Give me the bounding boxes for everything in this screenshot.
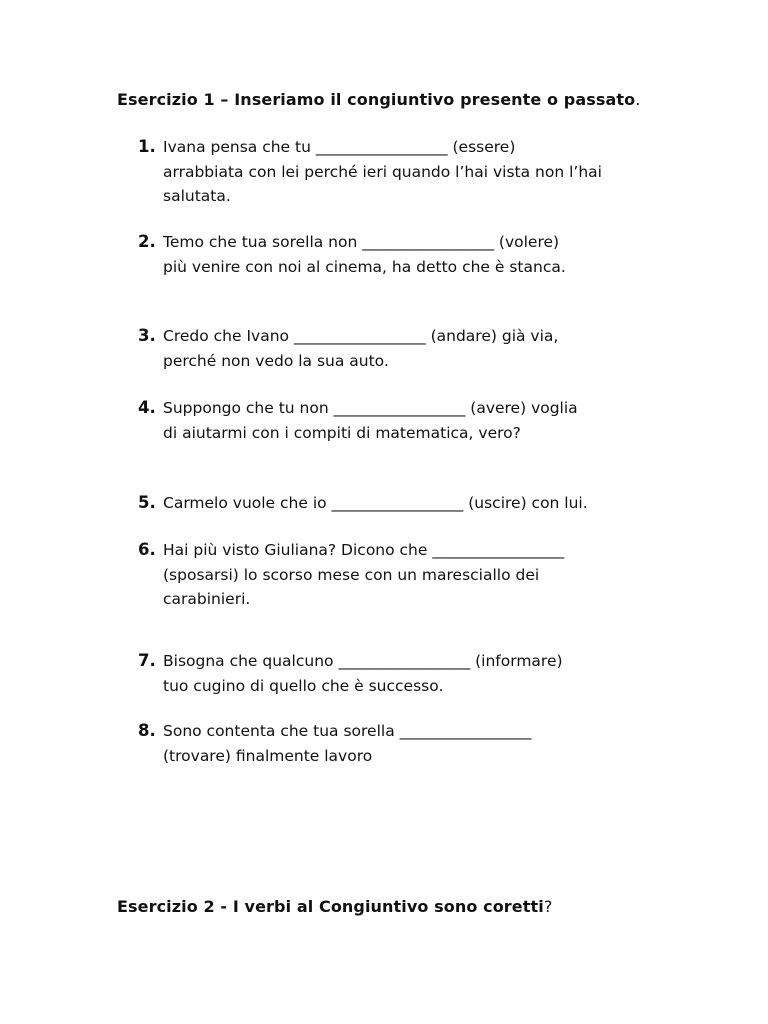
item-number: 1. [138,137,156,156]
item-line: carabinieri. [163,590,251,608]
item-number: 2. [138,232,156,251]
item-line: Temo che tua sorella non _________________ (volere) [163,233,560,251]
item-line: più venire con noi al cinema, ha detto che è stanca. [163,257,566,276]
exercise-item-6 [138,538,698,612]
item-line: (trovare) finalmente lavoro [163,746,373,765]
item-line: perché non vedo la sua auto. [163,351,389,370]
item-number: 8. [138,721,156,740]
exercise-item-3 [138,324,698,373]
item-number: 4. [138,398,156,417]
exercise-item-4 [138,396,698,445]
item-number: 5. [138,493,156,512]
item-line: (sposarsi) lo scorso mese con un maresciallo dei [163,565,540,584]
item-line: salutata. [163,187,231,205]
item-number: 7. [138,651,156,670]
item-line: tuo cugino di quello che è successo. [163,676,444,695]
item-line: di aiutarmi con i compiti di matematica, vero? [163,423,521,442]
exercise-2-title-text: Esercizio 2 - I verbi al Congiuntivo sono coretti [117,897,544,916]
exercise-item-1 [138,135,698,209]
item-number: 6. [138,540,156,559]
exercise-1-title [117,90,640,109]
exercise-item-5 [138,491,698,516]
exercise-1-title-text: Esercizio 1 – Inseriamo il congiuntivo presente o passato [117,90,636,109]
exercise-2-title-punct: ? [543,897,553,916]
item-number: 3. [138,326,156,345]
item-line: Suppongo che tu non _________________ (avere) voglia [163,399,578,417]
exercise-2-title [117,897,552,916]
item-line: Bisogna che qualcuno _________________ (informare) [163,652,563,670]
exercise-item-8 [138,719,698,768]
item-line: Carmelo vuole che io _________________ (uscire) con lui. [163,494,588,512]
item-line: Hai più visto Giuliana? Dicono che _________________ [163,541,565,559]
exercise-item-2 [138,230,698,279]
exercise-item-7 [138,649,698,698]
item-line: Credo che Ivano _________________ (andare) già via, [163,327,559,345]
exercise-1-title-punct: . [635,90,641,109]
item-line: Sono contenta che tua sorella _________________ [163,722,532,740]
item-line: arrabbiata con lei perché ieri quando l’hai vista non l’hai [163,162,602,181]
item-line: Ivana pensa che tu _________________ (essere) [163,138,516,156]
